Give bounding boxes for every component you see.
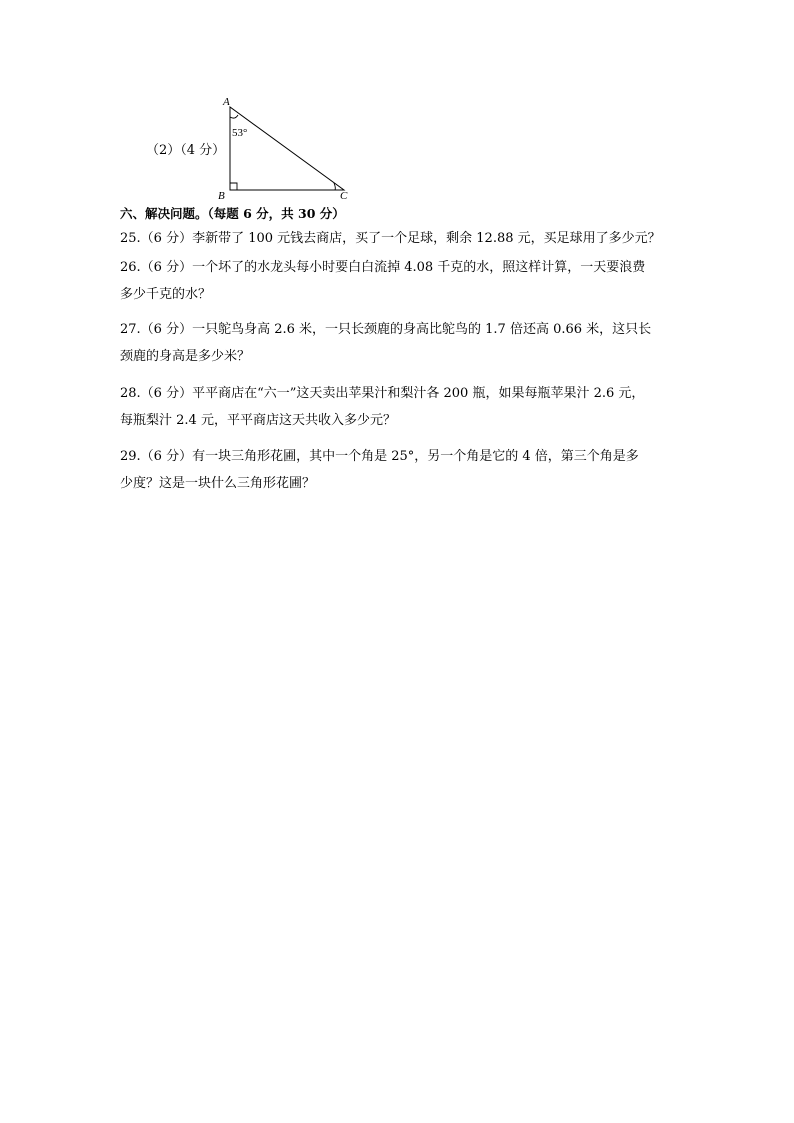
section-title: 六、解决问题。（每题 6 分，共 30 分） <box>120 206 345 221</box>
question-line: 少度？这是一块什么三角形花圃？ <box>120 476 316 491</box>
question-line: 28.（6 分）平平商店在“六一”这天卖出苹果汁和梨汁各 200 瓶，如果每瓶苹果汁 2.6 元， <box>120 386 645 401</box>
vertex-a-label: A <box>223 96 230 108</box>
vertex-c-label: C <box>340 190 348 202</box>
angle-arc-a <box>230 115 238 118</box>
part-2-label: （2）（4 分） <box>146 143 226 158</box>
question-28 <box>120 380 680 434</box>
question-line: 多少千克的水？ <box>120 287 212 302</box>
triangle-svg <box>214 94 354 202</box>
vertex-b-label: B <box>218 190 225 202</box>
question-line: 每瓶梨汁 2.4 元，平平商店这天共收入多少元？ <box>120 413 396 428</box>
question-25 <box>120 225 680 252</box>
question-29 <box>120 443 680 497</box>
question-line: 26.（6 分）一个坏了的水龙头每小时要白白流掉 4.08 千克的水，照这样计算，一天要浪费 <box>120 260 646 275</box>
right-triangle-figure <box>214 94 354 202</box>
question-line: 27.（6 分）一只鸵鸟身高 2.6 米，一只长颈鹿的身高比鸵鸟的 1.7 倍还高 0.66 米，这只长 <box>120 322 652 337</box>
question-26 <box>120 254 680 308</box>
angle-a-label: 53° <box>232 127 248 139</box>
question-line: 颈鹿的身高是多少米？ <box>120 349 251 364</box>
question-27 <box>120 316 680 370</box>
question-line: 29.（6 分）有一块三角形花圃，其中一个角是 25°，另一个角是它的 4 倍，第三个角是多 <box>120 449 639 464</box>
question-line: 25.（6 分）李新带了 100 元钱去商店，买了一个足球，剩余 12.88 元，买足球用了多少元？ <box>120 231 661 246</box>
triangle-abc <box>230 107 344 190</box>
right-angle-mark-b <box>230 183 237 190</box>
